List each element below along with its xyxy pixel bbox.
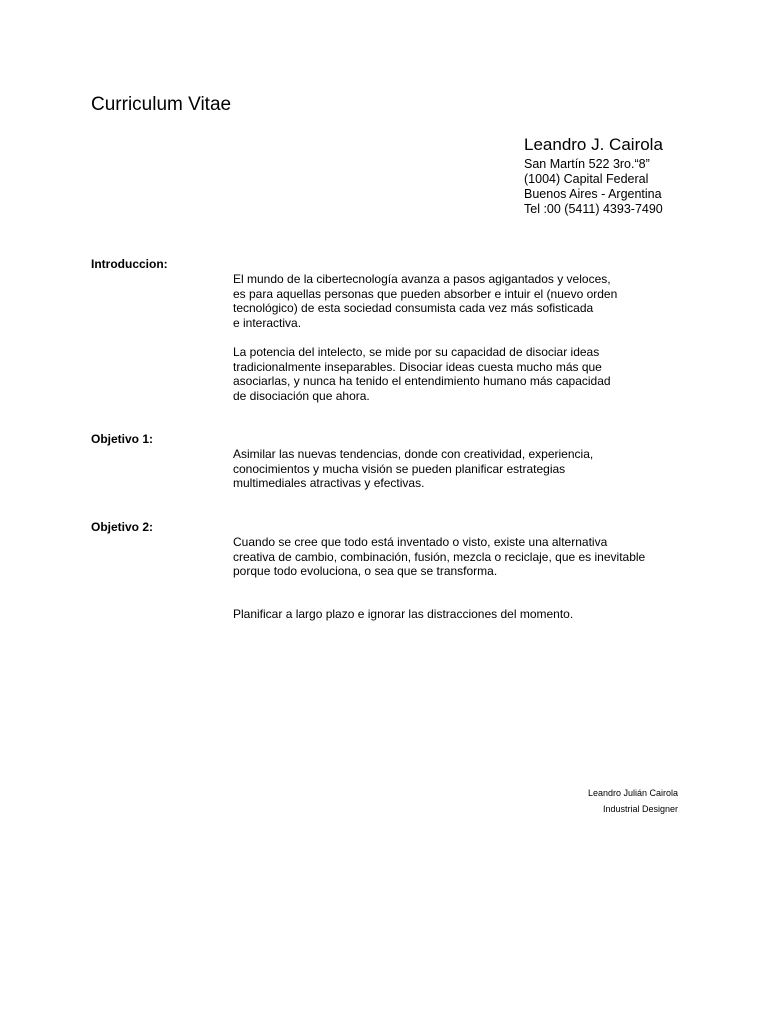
objective2-p1-line: Cuando se cree que todo está inventado o visto, existe una alternativa [233,535,608,549]
contact-block [524,134,663,217]
document-title: Curriculum Vitae [91,94,232,115]
contact-address-line: San Martín 522 3ro.“8” [524,157,650,171]
intro-paragraph-1 [233,272,693,330]
intro-p1-line: es para aquellas personas que pueden absorber e intuir el (nuevo orden [233,286,618,301]
objective2-label: Objetivo 2: [91,520,154,534]
objective2-p1-line: creativa de cambio, combinación, fusión, mezcla o reciclaje, que es inevitable [233,549,646,564]
intro-p1-line: e interactiva. [233,315,302,330]
contact-name: Leandro J. Cairola [524,135,663,154]
contact-region-line: Buenos Aires - Argentina [524,187,662,201]
intro-p2-line: La potencia del intelecto, se mide por su capacidad de disociar ideas [233,344,600,359]
objective2-body [233,535,693,621]
objective1-paragraph [233,447,693,491]
intro-p1-line: tecnológico) de esta sociedad consumista cada vez más sofisticada [233,301,594,316]
objective1-line: conocimientos y mucha visión se pueden planificar estrategias [233,461,566,476]
intro-label: Introduccion: [91,257,168,271]
objective2-paragraph-2 [233,607,693,622]
signature-role: Industrial Designer [602,804,678,814]
objective1-line: multimediales atractivas y efectivas. [233,476,425,491]
intro-p2-line: tradicionalmente inseparables. Disociar ideas cuesta mucho más que [233,359,602,374]
objective2-paragraph-1 [233,535,693,579]
intro-body [233,272,693,403]
objective2-p2-line: Planificar a largo plazo e ignorar las distracciones del momento. [233,606,574,621]
intro-p2-line: asociarlas, y nunca ha tenido el entendimiento humano más capacidad [233,374,611,389]
signature-name: Leandro Julián Cairola [587,788,678,798]
contact-postal-line: (1004) Capital Federal [524,172,649,186]
objective2-p1-line: porque todo evoluciona, o sea que se transforma. [233,564,498,579]
objective1-line: Asimilar las nuevas tendencias, donde con creatividad, experiencia, [233,447,594,461]
intro-p2-line: de disociación que ahora. [233,388,370,403]
intro-p1-line: El mundo de la cibertecnología avanza a pasos agigantados y veloces, [233,272,611,286]
objective1-label: Objetivo 1: [91,432,154,446]
signature-block [588,785,678,817]
intro-paragraph-2 [233,345,693,403]
objective1-body [233,447,693,491]
contact-phone-line: Tel :00 (5411) 4393-7490 [524,202,663,216]
